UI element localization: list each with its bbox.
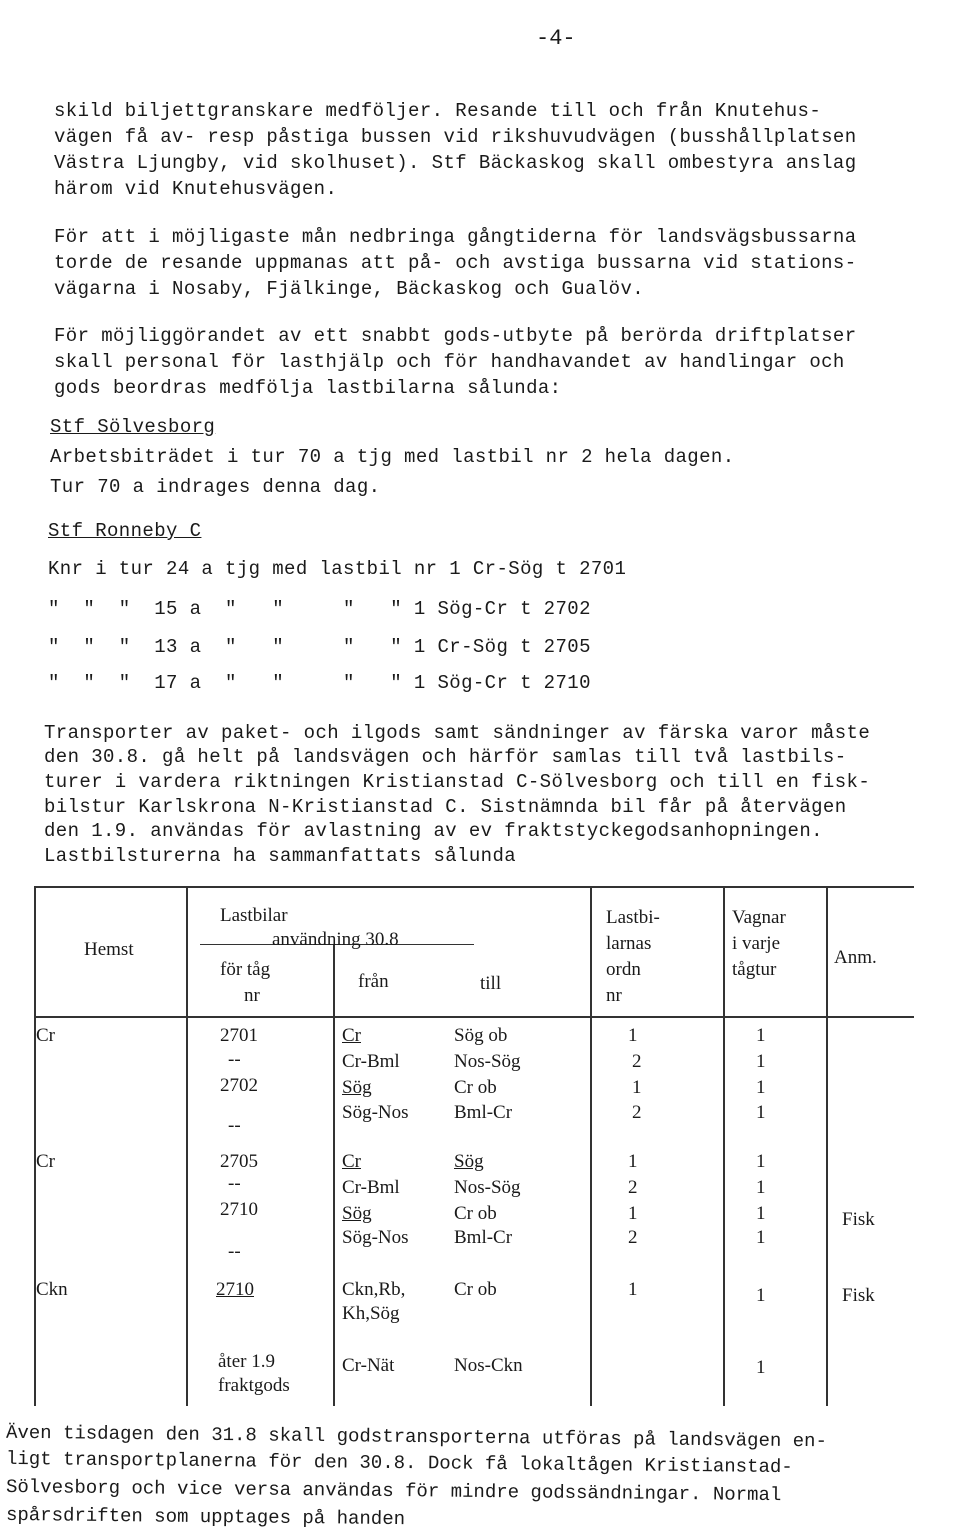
header-till: till — [480, 973, 502, 994]
ronneby-row-1: Knr i tur 24 a tjg med lastbil nr 1 Cr-Sög t 2701 — [48, 558, 627, 580]
row-3-till: Cr ob — [454, 1077, 497, 1098]
ronneby-row-3: " " " 13 a " " " " 1 Cr-Sög t 2705 — [48, 636, 591, 658]
ronneby-row-2: " " " 15 a " " " " 1 Sög-Cr t 2702 — [48, 598, 591, 620]
footer-line-3: Sölvesborg och vice versa användas för mindre godssändningar. Normal — [5, 1475, 782, 1507]
table-col-rule-4 — [723, 886, 725, 1406]
header-lastbilar: Lastbilar — [220, 905, 288, 926]
row-6-till: Nos-Sög — [454, 1177, 521, 1198]
header-ordn-3: ordn — [606, 959, 641, 980]
row-8-tag: -- — [228, 1241, 241, 1262]
header-ordn-1: Lastbi- — [606, 907, 660, 928]
footer-line-2: ligt transportplanerna för den 30.8. Dock få lokaltågen Kristianstad- — [5, 1447, 793, 1479]
header-for-tag: för tåg — [220, 959, 271, 980]
para1-line-4: härom vid Knutehusvägen. — [54, 178, 338, 200]
row-9-vagnar: 1 — [756, 1285, 766, 1306]
solvesborg-line-2: Tur 70 a indrages denna dag. — [50, 476, 381, 498]
row-8-fran: Sög-Nos — [342, 1227, 409, 1248]
row-1-hemst: Cr — [36, 1025, 55, 1046]
ronneby-heading: Stf Ronneby C — [48, 520, 202, 542]
row-8-vagnar: 1 — [756, 1227, 766, 1248]
row-1-tag: 2701 — [220, 1025, 258, 1046]
header-vagnar-1: Vagnar — [732, 907, 786, 928]
row-9-anm: Fisk — [842, 1285, 875, 1306]
para1-line-3: Västra Ljungby, vid skolhuset). Stf Bäckaskog skall ombestyra anslag — [54, 152, 857, 174]
page-number: -4- — [536, 26, 576, 51]
para3-line-2: skall personal för lasthjälp och för handhavandet av handlingar och — [54, 351, 845, 373]
row-7-anm: Fisk — [842, 1209, 875, 1230]
row-9-fran: Ckn,Rb, — [342, 1279, 406, 1300]
row-1-vagnar: 1 — [756, 1025, 766, 1046]
row-11-vagnar: 1 — [756, 1357, 766, 1378]
row-3-fran: Sög — [342, 1077, 372, 1098]
table-header-rule — [34, 1016, 914, 1018]
footer-line-4: spårsdriften som upptages på handen — [5, 1503, 406, 1531]
row-4-ordn: 2 — [632, 1102, 642, 1123]
para4-line-3: turer i vardera riktningen Kristianstad C-Sölvesborg och till en fisk- — [44, 771, 871, 793]
header-vagnar-2: i varje — [732, 933, 781, 954]
para1-line-1: skild biljettgranskare medföljer. Resande till och från Knutehus- — [54, 100, 822, 122]
ronneby-row-4: " " " 17 a " " " " 1 Sög-Cr t 2710 — [48, 672, 591, 694]
row-11-tag: åter 1.9 — [218, 1351, 275, 1372]
row-5-vagnar: 1 — [756, 1151, 766, 1172]
row-5-hemst: Cr — [36, 1151, 55, 1172]
solvesborg-line-1: Arbetsbiträdet i tur 70 a tjg med lastbil nr 2 hela dagen. — [50, 446, 735, 468]
row-5-tag: 2705 — [220, 1151, 258, 1172]
row-5-till: Sög — [454, 1151, 484, 1172]
row-5-ordn: 1 — [628, 1151, 638, 1172]
table-top-rule — [34, 886, 914, 888]
row-5-fran: Cr — [342, 1151, 361, 1172]
row-9-tag: 2710 — [216, 1279, 254, 1300]
header-vagnar-3: tågtur — [732, 959, 777, 980]
header-hemst: Hemst — [84, 939, 134, 960]
para4-line-2: den 30.8. gå helt på landsvägen och härför samlas till två lastbils- — [44, 746, 847, 768]
row-2-ordn: 2 — [632, 1051, 642, 1072]
table-col-rule-2 — [333, 944, 335, 1406]
row-1-fran: Cr — [342, 1025, 361, 1046]
table-col-rule-3 — [590, 886, 592, 1406]
para4-line-1: Transporter av paket- och ilgods samt sändninger av färska varor måste — [44, 722, 871, 744]
row-3-vagnar: 1 — [756, 1077, 766, 1098]
row-4-fran: Sög-Nos — [342, 1102, 409, 1123]
header-ordn-4: nr — [606, 985, 622, 1006]
header-for-tag-nr: nr — [244, 985, 260, 1006]
table-col-rule-1 — [186, 886, 188, 1406]
table-col-rule-5 — [826, 886, 828, 1406]
row-11-till: Nos-Ckn — [454, 1355, 523, 1376]
para2-line-1: För att i möjligaste mån nedbringa gångtiderna för landsvägsbussarna — [54, 226, 857, 248]
row-7-vagnar: 1 — [756, 1203, 766, 1224]
row-10-fran: Kh,Sög — [342, 1303, 400, 1324]
para1-line-2: vägen få av- resp påstiga bussen vid rikshuvudvägen (busshållplatsen — [54, 126, 857, 148]
para3-line-1: För möjliggörandet av ett snabbt gods-utbyte på berörda driftplatser — [54, 325, 857, 347]
para4-line-4: bilstur Karlskrona N-Kristianstad C. Sistnämnda bil får på återvägen — [44, 796, 847, 818]
row-11-fran: Cr-Nät — [342, 1355, 395, 1376]
para4-line-5: den 1.9. användas för avlastning av ev fraktstyckegodsanhopningen. — [44, 820, 823, 842]
row-2-vagnar: 1 — [756, 1051, 766, 1072]
header-anvandning: användning 30.8 — [272, 929, 399, 950]
row-1-ordn: 1 — [628, 1025, 638, 1046]
para4-line-6: Lastbilsturerna ha sammanfattats sålunda — [44, 845, 517, 867]
row-8-ordn: 2 — [628, 1227, 638, 1248]
row-3-tag: 2702 — [220, 1075, 258, 1096]
row-1-till: Sög ob — [454, 1025, 508, 1046]
row-4-tag: -- — [228, 1115, 241, 1136]
row-4-till: Bml-Cr — [454, 1102, 513, 1123]
row-7-tag: 2710 — [220, 1199, 258, 1220]
row-6-vagnar: 1 — [756, 1177, 766, 1198]
row-4-vagnar: 1 — [756, 1102, 766, 1123]
row-7-till: Cr ob — [454, 1203, 497, 1224]
row-8-till: Bml-Cr — [454, 1227, 513, 1248]
solvesborg-heading: Stf Sölvesborg — [50, 416, 216, 438]
row-7-ordn: 1 — [628, 1203, 638, 1224]
header-ordn-2: larnas — [606, 933, 652, 954]
row-9-till: Cr ob — [454, 1279, 497, 1300]
header-anm: Anm. — [834, 947, 877, 968]
para2-line-2: torde de resande uppmanas att på- och avstiga bussarna vid stations- — [54, 252, 857, 274]
row-9-ordn: 1 — [628, 1279, 638, 1300]
row-6-ordn: 2 — [628, 1177, 638, 1198]
row-6-fran: Cr-Bml — [342, 1177, 400, 1198]
para2-line-3: vägarna i Nosaby, Fjälkinge, Bäckaskog och Gualöv. — [54, 278, 645, 300]
row-12-tag: fraktgods — [218, 1375, 290, 1396]
header-fran: från — [358, 971, 389, 992]
row-2-till: Nos-Sög — [454, 1051, 521, 1072]
footer-line-1: Även tisdagen den 31.8 skall godstransporterna utföras på landsvägen en- — [5, 1421, 828, 1453]
row-2-tag: -- — [228, 1049, 241, 1070]
row-7-fran: Sög — [342, 1203, 372, 1224]
row-6-tag: -- — [228, 1173, 241, 1194]
para3-line-3: gods beordras medfölja lastbilarna sålunda: — [54, 377, 562, 399]
row-2-fran: Cr-Bml — [342, 1051, 400, 1072]
row-3-ordn: 1 — [632, 1077, 642, 1098]
row-9-hemst: Ckn — [36, 1279, 68, 1300]
table-left-rule — [34, 886, 36, 1406]
